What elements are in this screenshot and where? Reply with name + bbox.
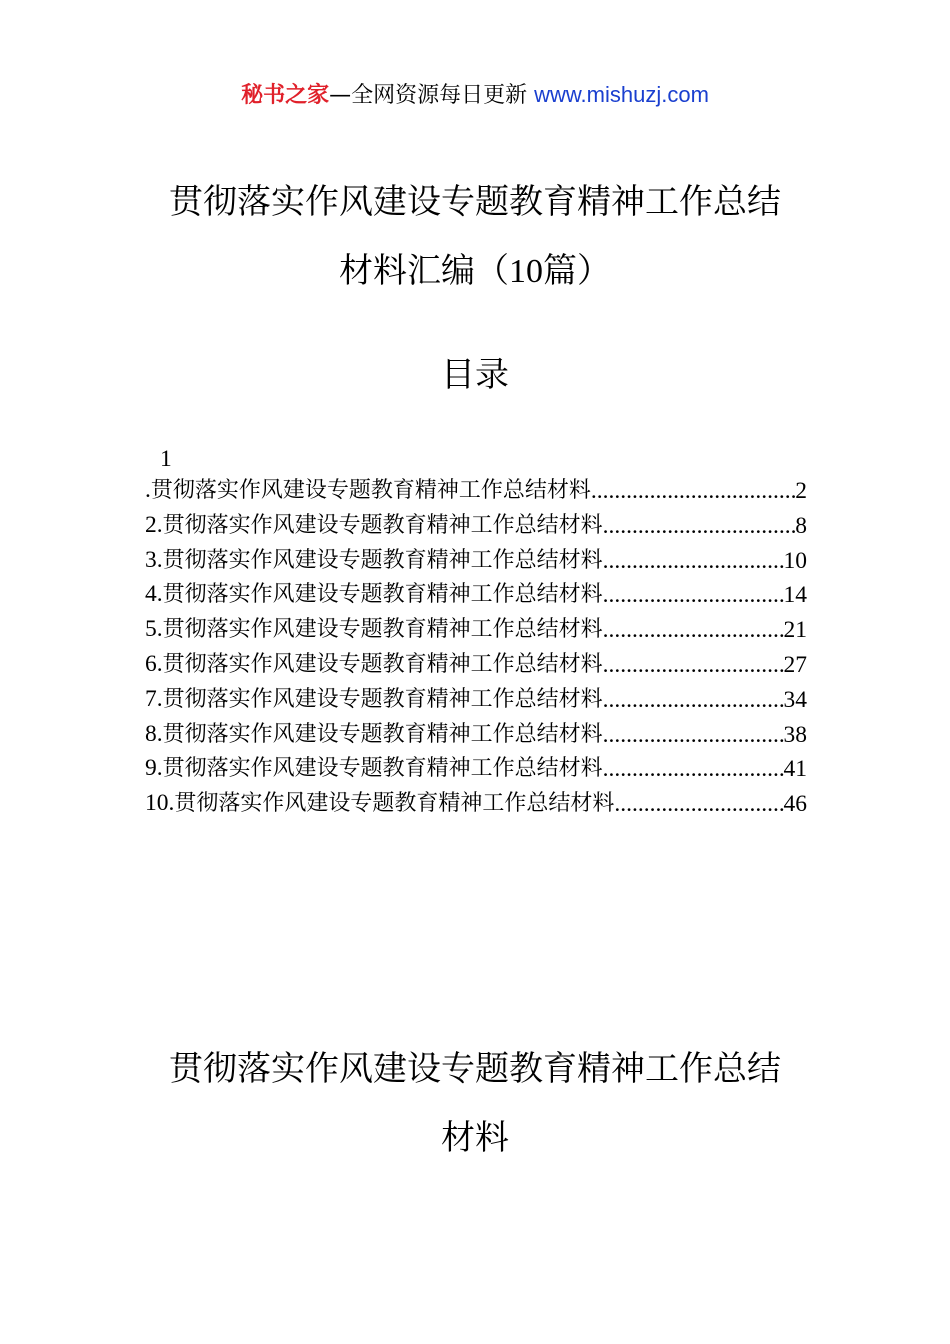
toc-entry-number: 3. bbox=[145, 546, 163, 573]
toc-entry-number: 4. bbox=[145, 581, 163, 608]
toc-leader-dots bbox=[603, 613, 784, 648]
toc-entry-title: 贯彻落实作风建设专题教育精神工作总结材料 bbox=[162, 547, 603, 573]
toc-page-number: 21 bbox=[783, 617, 807, 644]
toc-entry-number: 10. bbox=[145, 790, 175, 817]
toc-entry-title: 贯彻落实作风建设专题教育精神工作总结材料 bbox=[162, 756, 603, 782]
toc-entry-number: 2. bbox=[145, 511, 163, 538]
toc-page-number: 41 bbox=[783, 756, 807, 783]
toc-leader-dots bbox=[603, 648, 784, 683]
toc-entry[interactable] bbox=[145, 509, 807, 544]
toc-list bbox=[145, 474, 807, 822]
toc-entry-title: 贯彻落实作风建设专题教育精神工作总结材料 bbox=[162, 582, 603, 608]
toc-entry-title: 贯彻落实作风建设专题教育精神工作总结材料 bbox=[162, 512, 603, 538]
toc-entry-number: 8. bbox=[145, 720, 163, 747]
toc-leader-dots bbox=[603, 578, 784, 613]
toc-entry[interactable] bbox=[145, 683, 807, 718]
toc-entry[interactable] bbox=[145, 578, 807, 613]
toc-page-number: 14 bbox=[783, 582, 807, 609]
toc-page-number: 8 bbox=[795, 512, 807, 539]
toc-entry-title: 贯彻落实作风建设专题教育精神工作总结材料 bbox=[162, 651, 603, 677]
toc-page-number: 34 bbox=[783, 686, 807, 713]
toc-page-number: 46 bbox=[783, 791, 807, 818]
toc-page-number: 27 bbox=[783, 651, 807, 678]
toc-entry-title: 贯彻落实作风建设专题教育精神工作总结材料 bbox=[150, 478, 591, 503]
title-suffix: 篇） bbox=[543, 251, 611, 291]
toc-entry[interactable] bbox=[145, 718, 807, 753]
toc-heading: 目录 bbox=[441, 355, 509, 395]
toc-entry-number: . bbox=[145, 477, 151, 503]
section-title-line-1: 贯彻落实作风建设专题教育精神工作总结 bbox=[169, 1049, 781, 1089]
toc-leader-dots bbox=[603, 718, 784, 753]
toc-leader-dots bbox=[603, 544, 784, 579]
document-title-line-1: 贯彻落实作风建设专题教育精神工作总结 bbox=[169, 182, 781, 222]
toc-entry[interactable] bbox=[145, 474, 807, 509]
site-link[interactable]: www.mishuzj.com bbox=[534, 82, 709, 107]
toc-entry[interactable] bbox=[145, 787, 807, 822]
toc-page-number: 38 bbox=[783, 721, 807, 748]
toc-entry-title: 贯彻落实作风建设专题教育精神工作总结材料 bbox=[162, 686, 603, 712]
toc-leader-dots bbox=[603, 683, 784, 718]
title-count: 10 bbox=[509, 253, 543, 290]
toc-page-number: 2 bbox=[795, 478, 807, 504]
toc-entry[interactable] bbox=[145, 613, 807, 648]
title-prefix: 材料汇编（ bbox=[339, 251, 509, 291]
toc-entry-number: 7. bbox=[145, 685, 163, 712]
toc-entry[interactable] bbox=[145, 648, 807, 683]
toc-entry[interactable] bbox=[145, 544, 807, 579]
document-title-line-2 bbox=[0, 251, 950, 292]
toc-entry[interactable] bbox=[145, 752, 807, 787]
toc-entry-number: 6. bbox=[145, 650, 163, 677]
toc-first-marker: 1 bbox=[160, 446, 172, 472]
toc-entry-title: 贯彻落实作风建设专题教育精神工作总结材料 bbox=[174, 791, 615, 817]
site-banner bbox=[0, 80, 950, 111]
brand-name: 秘书之家 bbox=[241, 83, 330, 108]
toc-entry-title: 贯彻落实作风建设专题教育精神工作总结材料 bbox=[162, 721, 603, 747]
table-of-contents bbox=[145, 444, 807, 822]
banner-slogan: —全网资源每日更新 bbox=[329, 83, 528, 108]
toc-leader-dots bbox=[603, 509, 796, 544]
section-title-line-2: 材料 bbox=[441, 1118, 509, 1158]
toc-entry-number: 5. bbox=[145, 616, 163, 643]
toc-entry-number: 9. bbox=[145, 755, 163, 782]
toc-leader-dots bbox=[614, 787, 783, 822]
toc-page-number: 10 bbox=[783, 547, 807, 574]
toc-entry-title: 贯彻落实作风建设专题教育精神工作总结材料 bbox=[162, 617, 603, 643]
toc-leader-dots bbox=[591, 474, 795, 509]
toc-leader-dots bbox=[603, 752, 784, 787]
